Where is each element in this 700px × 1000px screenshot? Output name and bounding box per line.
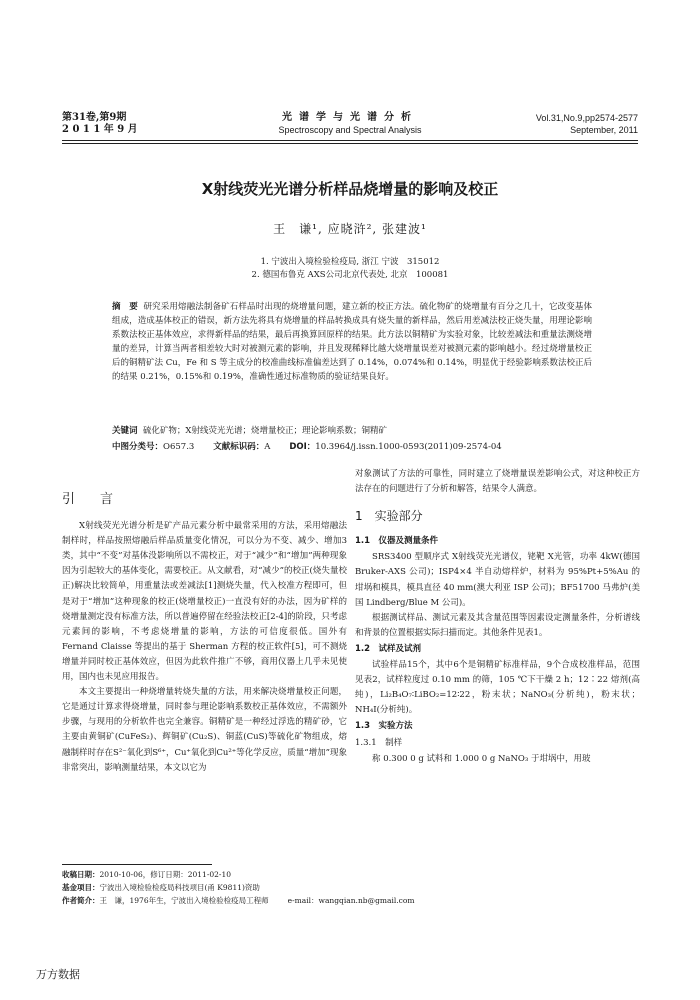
header-journal	[250, 112, 450, 136]
paper-authors: 王 谦¹, 应晓浒², 张建波¹	[273, 222, 427, 236]
intro-paragraph-2: 本文主要提出一种烧增量转烧失量的方法，用来解决烧增量校正问题，它是通过计算求得烧增量，同时参与理论影响系数校正基体效应，不需额外步骤，与现用的分析软件也完全兼容。铜精矿是一种经过浮选的精矿砂，它主要由黄铜矿(CuFeS₂)、辉铜矿(Cu₂S)、铜蓝(CuS)等硫化矿物组成，熔融制样时存在S²⁻氧化到S⁶⁺，Cu⁺氧化到Cu²⁺等化学反应，质量“增加”现象非常突出，影响测量结果，本文以它为	[62, 687, 347, 773]
footnotes	[62, 868, 414, 907]
section-1-1-paragraph-2: 根据测试样品、测试元素及其含量范围等因素设定测量条件，分析谱线和背景的位置根据实际扫描而定。其他条件见表1。	[355, 612, 640, 638]
clc-label: 中图分类号：	[112, 442, 164, 452]
section-1-2-paragraph: 试验样品15个，其中6个是铜精矿标准样品，9个合成校准样品，范围见表2，试样粒度过 0.10 mm 的筛，105 ℃下干燥 2 h；12∶22 熔剂(高纯)，Li₂B₄O₇∶LiBO₂=12∶22，粉末状；NaNO₃(分析纯)，粉末状；NH₄I(分析纯)。	[355, 660, 640, 716]
keywords	[112, 424, 592, 438]
footnote-author	[62, 894, 414, 907]
doc-code-label: 文献标识码：	[213, 442, 265, 452]
affiliation-1: 1. 宁波出入境检验检疫局, 浙江 宁波 315012	[260, 257, 440, 267]
header-date-en: September, 2011	[570, 125, 638, 135]
author-email: wangqian.nb@gmail.com	[318, 896, 415, 905]
fund-label: 基金项目：	[62, 883, 100, 892]
right-column	[355, 467, 640, 767]
header-volume-issue: 第31卷,第9期	[62, 112, 127, 123]
header-volume-info	[62, 112, 138, 136]
section-1-3-1-heading: 1.3.1 制样	[355, 737, 403, 748]
paper-title: X射线荧光光谱分析样品烧增量的影响及校正	[201, 180, 499, 198]
section-1-2-heading: 1.2 试样及试剂	[355, 643, 422, 654]
footnote-rule	[62, 864, 212, 865]
left-column	[62, 478, 347, 776]
journal-name-zh: 光谱学与光谱分析	[282, 112, 418, 123]
doc-code-value: A	[264, 442, 271, 452]
watermark: 万方数据	[36, 968, 80, 981]
footnote-fund	[62, 881, 414, 894]
section-1-1-heading: 1.1 仪器及测量条件	[355, 536, 439, 547]
keywords-label: 关键词	[112, 426, 138, 436]
doi-label: DOI：	[289, 442, 316, 452]
header-year-month: 2 0 1 1 年 9 月	[62, 124, 138, 135]
clc-value: O657.3	[163, 442, 195, 452]
section-1-1-paragraph: SRS3400 型顺序式 X射线荧光光谱仪，铑靶 X光管，功率 4kW(德国 Bruker-AXS 公司)；ISP4×4 半自动熔样炉，材料为 95%Pt+5%Au 的坩埚和模具，模具直径 40 mm(澳大利亚 ISP 公司)；BF51700 马弗炉(美国 Lindberg/Blue M 公司)。	[355, 552, 640, 608]
author-bio: 王 谦，1976年生，宁波出入境检验检疫局工程师	[99, 896, 269, 905]
header-citation	[536, 112, 638, 136]
intro-paragraph-1: X射线荧光光谱分析是矿产品元素分析中最常采用的方法，采用熔融法制样时，样品按照熔融后样品质量变化情况，可以分为不变、减少、增加3类，其中“不变”对基体没影响所以不需校正，对于“减少”和“增加”两种现象因为引起较大的基体变化，需要校正。从文献看，对“减少”的校正(烧失量校正)解决比较简单，用重量法或差减法[1]测烧失量，代入校准方程即可，但是对于“增加”这种现象的校正(烧增量校正)一直没有好的办法，因为矿样的烧增量测定没有标准方法，所以普遍停留在经验法校正[2-4]的阶段，只考虑元素间的影响，不考虑烧增量的影响，方法的可信度很低。国外有 Fernand Claisse 等提出的基于 Sherman 方程的校正软件[5]，可不测烧增量并同时校正基体效应，但因为此软件推广不够，商用仪器上几乎未见使用，国内也未见应用报告。	[62, 521, 347, 683]
abstract-text: 研究采用熔融法制备矿石样品时出现的烧增量问题，建立新的校正方法。硫化物矿的烧增量有百分之几十，它改变基体组成，造成基体校正的错误，新方法先将具有烧增量的样品转换成具有烧失量的新样品，然后用差减法校正烧失量，用理论影响系数法校正基体效应，求得新样品的结果，最后再换算回原样的结果。此方法以铜精矿为实验对象，比较差减法和重量法测烧增量的差异，计算当两者相差较大时对被测元素的影响，并且发现稀释比越大烧增量误差对被测元素的影响越小。经过烧增量校正后的铜精矿法 Cu，Fe 和 S 等主成分的校准曲线标准偏差达到了 0.14%，0.074%和 0.14%，明显优于经验影响系数法校正后的结果 0.21%，0.15%和 0.19%，准确性通过标准物质的验证结果良好。	[112, 302, 592, 382]
intro-heading: 引 言	[62, 492, 120, 507]
author-bio-label: 作者简介：	[62, 896, 100, 905]
abstract-label: 摘 要	[112, 302, 138, 312]
keywords-text: 硫化矿物；X射线荧光光谱；烧增量校正；理论影响系数；铜精矿	[142, 426, 387, 436]
section-1-heading: 1 实验部分	[355, 509, 423, 524]
abstract	[112, 300, 592, 384]
header-rule-thin	[62, 143, 638, 144]
classification-line	[112, 440, 592, 454]
section-1-3-heading: 1.3 实验方法	[355, 721, 413, 732]
received-label: 收稿日期：	[62, 870, 100, 879]
intro-continued: 对象测试了方法的可靠性，同时建立了烧增量误差影响公式，对这种校正方法存在的问题进行了分析和解答，结果令人满意。	[355, 469, 640, 495]
fund-text: 宁波出入境检验检疫局科技项目(甬 K9811)资助	[99, 883, 260, 892]
affiliations	[62, 256, 638, 282]
email-label: e-mail：	[287, 896, 319, 905]
journal-name-en: Spectroscopy and Spectral Analysis	[278, 125, 422, 135]
section-1-3-1-paragraph: 称 0.300 0 g 试料和 1.000 0 g NaNO₃ 于坩埚中，用玻	[372, 753, 591, 764]
header-rule	[62, 140, 638, 141]
header-vol-pages: Vol.31,No.9,pp2574-2577	[535, 113, 638, 123]
doi-value: 10.3964/j.issn.1000-0593(2011)09-2574-04	[315, 442, 502, 452]
affiliation-2: 2. 德国布鲁克 AXS公司北京代表处, 北京 100081	[251, 270, 449, 280]
received-dates: 2010-10-06，修订日期：2011-02-10	[99, 870, 231, 879]
footnote-received	[62, 868, 414, 881]
